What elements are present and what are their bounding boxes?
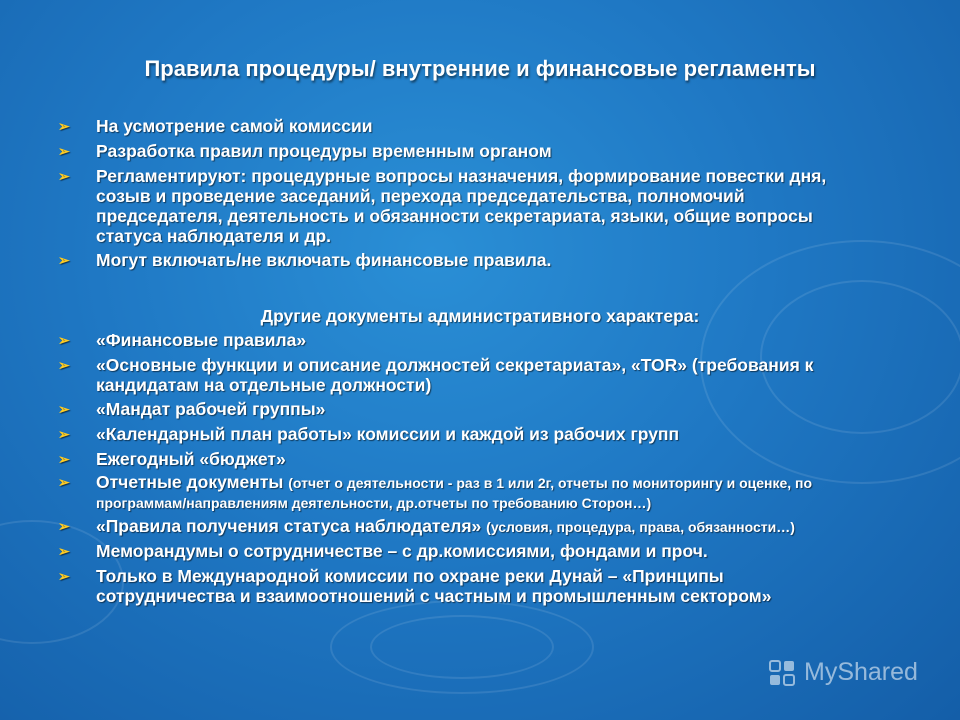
section-1-list xyxy=(58,116,898,271)
arrow-bullet-icon: ➢ xyxy=(58,518,70,534)
list-item xyxy=(58,473,898,513)
section-2-list xyxy=(58,330,898,606)
arrow-bullet-icon: ➢ xyxy=(58,332,70,348)
list-item-text: «Основные функции и описание должностей секретариата», «TOR» (требования к кандидатам на отдельные должности) xyxy=(96,355,814,395)
list-item-text: Разработка правил процедуры временным органом xyxy=(96,141,552,161)
list-item-text: Ежегодный «бюджет» xyxy=(96,449,286,469)
list-item-text: «Финансовые правила» xyxy=(96,330,307,350)
arrow-bullet-icon: ➢ xyxy=(58,401,70,417)
list-item xyxy=(58,516,898,538)
myshared-watermark xyxy=(768,658,918,687)
ripple-decoration xyxy=(370,615,554,679)
list-item-text: Только в Международной комиссии по охране реки Дунай – «Принципы сотрудничества и взаимоотношений с частным и промышленным сектором» xyxy=(96,566,772,606)
myshared-logo-icon xyxy=(768,659,796,687)
list-item xyxy=(58,449,898,470)
arrow-bullet-icon: ➢ xyxy=(58,474,70,490)
arrow-bullet-icon: ➢ xyxy=(58,168,70,184)
slide-title: Правила процедуры/ внутренние и финансовые регламенты xyxy=(144,56,816,81)
arrow-bullet-icon: ➢ xyxy=(58,357,70,373)
arrow-bullet-icon: ➢ xyxy=(58,118,70,134)
list-item xyxy=(58,141,898,162)
list-item-text: Регламентируют: процедурные вопросы назначения, формирование повестки дня, созыв и проведение заседаний, перехода председательства, полномочий председателя, деятельность и обязанности секретариата, языки, общие вопросы статуса наблюдателя и др. xyxy=(96,166,827,246)
arrow-bullet-icon: ➢ xyxy=(58,252,70,268)
list-item xyxy=(58,250,898,271)
list-item-text: «Правила получения статуса наблюдателя» xyxy=(96,516,487,536)
arrow-bullet-icon: ➢ xyxy=(58,568,70,584)
list-item xyxy=(58,166,898,246)
arrow-bullet-icon: ➢ xyxy=(58,143,70,159)
list-item xyxy=(58,355,898,395)
arrow-bullet-icon: ➢ xyxy=(58,451,70,467)
list-item-text: «Календарный план работы» комиссии и каждой из рабочих групп xyxy=(96,424,680,444)
list-item-text: Меморандумы о сотрудничестве – с др.комиссиями, фондами и проч. xyxy=(96,541,708,561)
list-item xyxy=(58,424,898,445)
arrow-bullet-icon: ➢ xyxy=(58,426,70,442)
list-item-text: «Мандат рабочей группы» xyxy=(96,399,326,419)
list-item xyxy=(58,566,898,606)
list-item-text: На усмотрение самой комиссии xyxy=(96,116,373,136)
list-item xyxy=(58,541,898,562)
section-subheading: Другие документы административного характера: xyxy=(260,306,700,326)
list-item xyxy=(58,399,898,420)
watermark-text: MyShared xyxy=(804,658,918,686)
ripple-decoration xyxy=(330,600,594,694)
list-item-note: (условия, процедура, права, обязанности…) xyxy=(486,519,795,535)
list-item-text: Могут включать/не включать финансовые правила. xyxy=(96,250,552,270)
list-item-text: Отчетные документы xyxy=(96,472,289,492)
list-item xyxy=(58,330,898,351)
list-item-note: (отчет о деятельности - раз в 1 или 2г, отчеты по мониторингу и оценке, по программам/направлениям деятельности, др.отчеты по требованию Сторон…) xyxy=(96,475,813,511)
list-item xyxy=(58,116,898,137)
arrow-bullet-icon: ➢ xyxy=(58,543,70,559)
